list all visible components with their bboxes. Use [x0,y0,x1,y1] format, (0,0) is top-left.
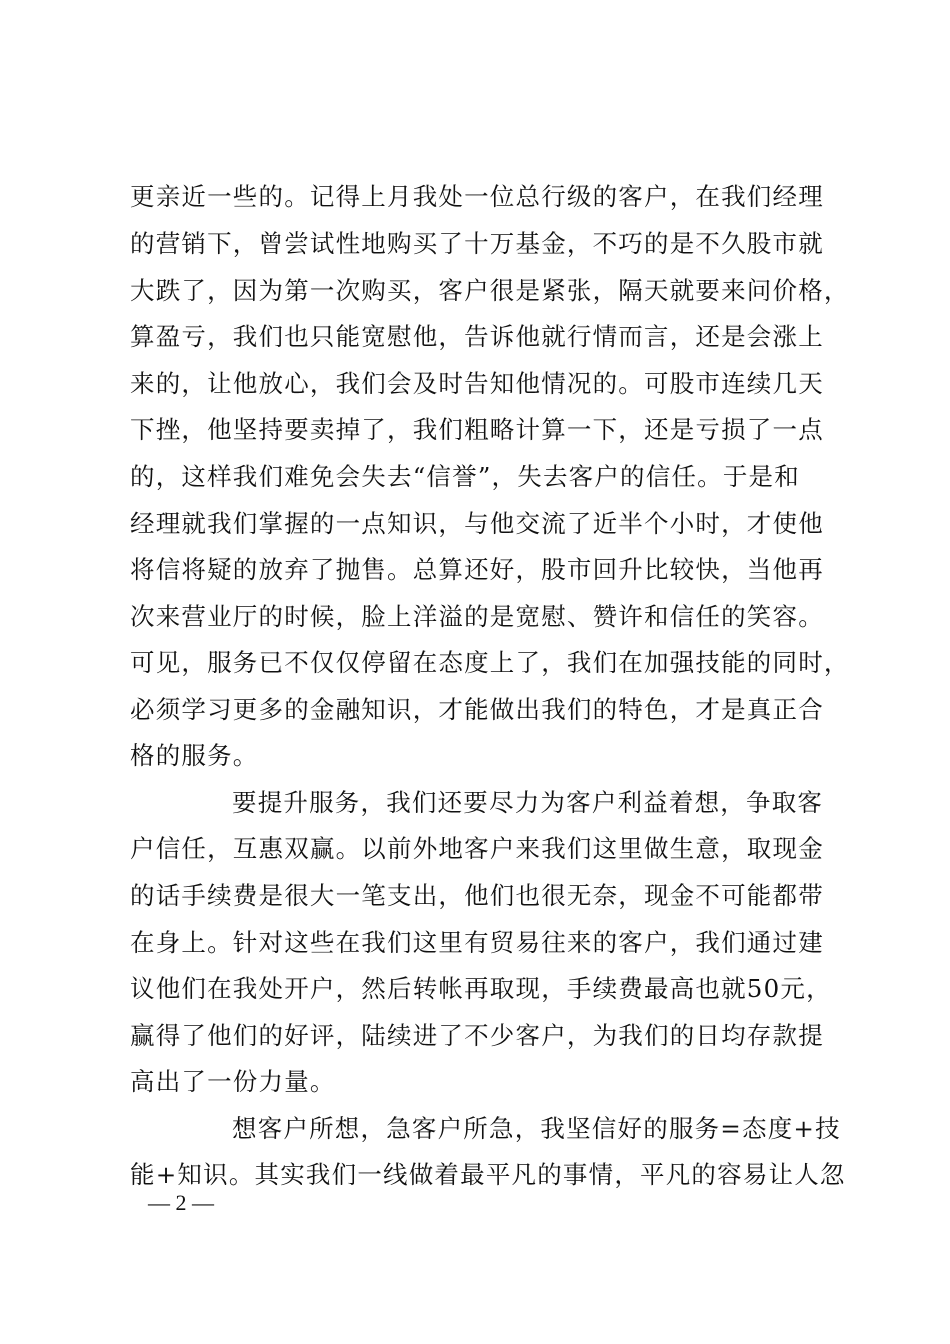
text-line: 经理就我们掌握的一点知识，与他交流了近半个小时，才使他 [130,509,824,538]
text-line: 更亲近一些的。记得上月我处一位总行级的客户，在我们经理 [130,182,824,211]
text-line: 算盈亏，我们也只能宽慰他，告诉他就行情而言，还是会涨上 [130,322,824,351]
text-line: 的话手续费是很大一笔支出，他们也很无奈，现金不可能都带 [130,881,824,910]
text-line: 在身上。针对这些在我们这里有贸易往来的客户，我们通过建 [130,928,824,957]
text-line: 户信任，互惠双赢。以前外地客户来我们这里做生意，取现金 [130,834,824,863]
text-line: 将信将疑的放弃了抛售。总算还好，股市回升比较快，当他再 [130,555,824,584]
text-line: 次来营业厅的时候，脸上洋溢的是宽慰、赞许和信任的笑容。 [130,602,824,631]
text-line: 下挫，他坚持要卖掉了，我们粗略计算一下，还是亏损了一点 [130,415,824,444]
text-line: 大跌了，因为第一次购买，客户很是紧张，隔天就要来问价格， [130,276,850,305]
text-line: 可见，服务已不仅仅停留在态度上了，我们在加强技能的同时， [130,648,850,677]
text-line: 能+知识。其实我们一线做着最平凡的事情，平凡的容易让人忽 [130,1160,846,1189]
text-line: 的，这样我们难免会失去“信誉”，失去客户的信任。于是和 [130,462,800,491]
text-line: 的营销下，曾尝试性地购买了十万基金，不巧的是不久股市就 [130,229,824,258]
paragraph-first-line: 要提升服务，我们还要尽力为客户利益着想，争取客 [232,788,824,817]
text-line: 高出了一份力量。 [130,1067,336,1096]
text-line: 格的服务。 [130,741,259,770]
text-line: 来的，让他放心，我们会及时告知他情况的。可股市连续几天 [130,369,824,398]
paragraph-first-line: 想客户所想，急客户所急，我坚信好的服务=态度+技 [232,1114,841,1143]
text-line: 必须学习更多的金融知识，才能做出我们的特色，才是真正合 [130,695,824,724]
text-line: 议他们在我处开户，然后转帐再取现，手续费最高也就50元， [130,974,832,1003]
page-number: — 2 — [148,1190,214,1215]
text-line: 赢得了他们的好评，陆续进了不少客户，为我们的日均存款提 [130,1021,824,1050]
